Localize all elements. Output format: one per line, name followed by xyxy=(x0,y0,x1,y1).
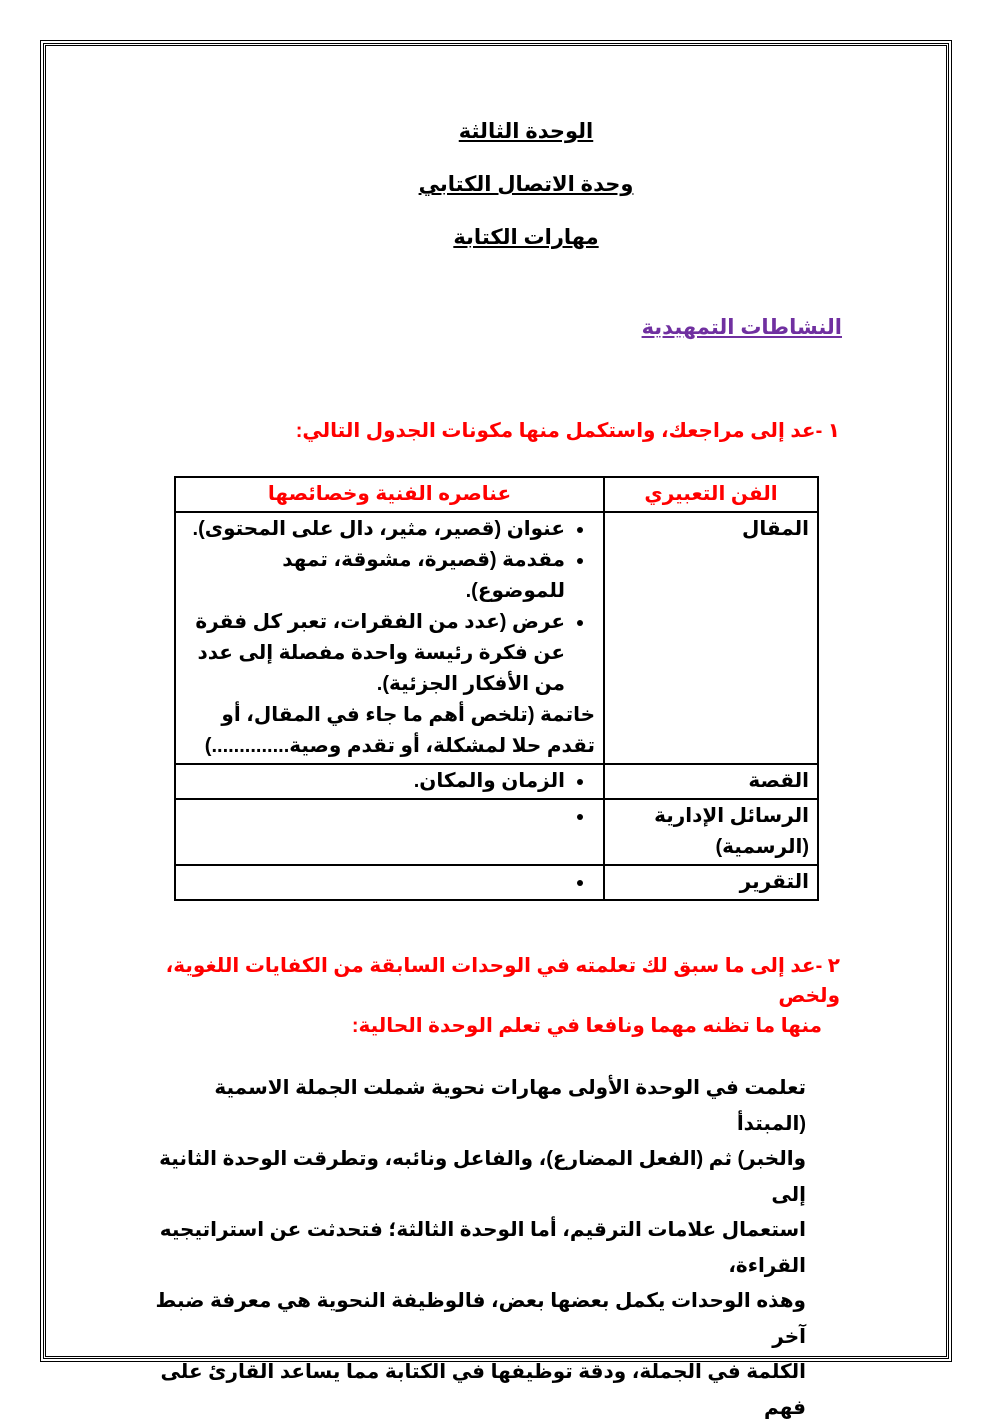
answer-line: والخبر) ثم (الفعل المضارع)، والفاعل ونائبه، وتطرقت الوحدة الثانية إلى xyxy=(159,1148,806,1206)
closing-text: خاتمة (تلخص أهم ما جاء في المقال، أو تقدم حلا لمشكلة، أو تقدم وصية..............) xyxy=(204,704,595,757)
elements-cell xyxy=(175,512,604,764)
list-item: • مقدمة (قصيرة، مشوقة، تمهد للموضوع). xyxy=(184,545,565,607)
unit-subtitle: وحدة الاتصال الكتابي xyxy=(418,173,634,196)
list-item xyxy=(184,801,565,832)
list-item: • عرض (عدد من الفقرات، تعبر كل فقرة عن فكرة رئيسة واحدة مفصلة إلى عدد من الأفكار الجزئية). xyxy=(184,607,565,700)
elements-cell[interactable] xyxy=(175,799,604,865)
header-elements: عناصره الفنية وخصائصها xyxy=(175,477,604,512)
elements-cell[interactable] xyxy=(175,865,604,900)
table-row xyxy=(175,512,818,764)
question-2-line: ٢ -عد إلى ما سبق لك تعلمته في الوحدات السابقة من الكفايات اللغوية، ولخص xyxy=(165,955,840,1007)
table-row xyxy=(175,799,818,865)
table-header-row xyxy=(175,477,818,512)
answer-line: تعلمت في الوحدة الأولى مهارات نحوية شملت الجملة الاسمية (المبتدأ xyxy=(214,1077,806,1135)
answer-line: الكلمة في الجملة، ودقة توظيفها في الكتابة مما يساعد القارئ على فهم xyxy=(160,1361,806,1419)
table-row xyxy=(175,865,818,900)
section-heading: النشاطات التمهيدية xyxy=(641,316,842,339)
answer-line: وهذه الوحدات يكمل بعضها بعض، فالوظيفة النحوية هي معرفة ضبط آخر xyxy=(155,1290,806,1348)
question-2-line: منها ما تظنه مهما ونافعا في تعلم الوحدة الحالية: xyxy=(351,1015,822,1037)
elements-cell xyxy=(175,764,604,799)
header-genre: الفن التعبيري xyxy=(604,477,818,512)
unit-title: الوحدة الثالثة xyxy=(458,120,594,143)
skills-title: مهارات الكتابة xyxy=(453,226,599,249)
list-item: • عنوان (قصير، مثير، دال على المحتوى). xyxy=(184,514,565,545)
list-item xyxy=(184,867,565,898)
question-1: ١ -عد إلى مراجعك، واستكمل منها مكونات الجدول التالي: xyxy=(295,420,840,442)
question-2 xyxy=(150,951,840,1041)
genres-table xyxy=(174,476,819,901)
genre-cell: الرسائل الإدارية (الرسمية) xyxy=(604,799,818,865)
table-row xyxy=(175,764,818,799)
genre-cell: التقرير xyxy=(604,865,818,900)
table-wrapper xyxy=(174,476,819,901)
list-item: • الزمان والمكان. xyxy=(184,766,565,797)
answer-line: استعمال علامات الترقيم، أما الوحدة الثالثة؛ فتحدثت عن استراتيجيه القراءة، xyxy=(159,1219,806,1277)
genre-cell: القصة xyxy=(604,764,818,799)
genre-cell: المقال xyxy=(604,512,818,764)
answer-paragraph xyxy=(150,1071,806,1426)
